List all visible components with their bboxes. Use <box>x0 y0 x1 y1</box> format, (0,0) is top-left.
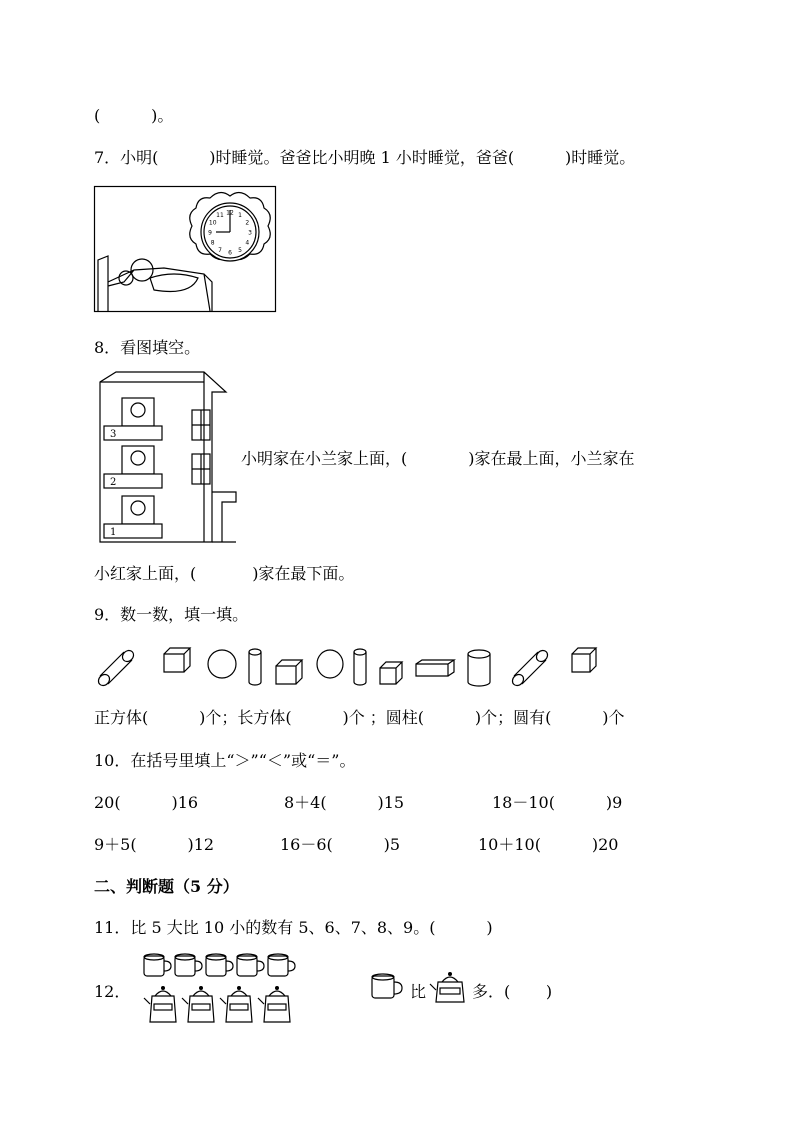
kettle-icon <box>144 986 176 1022</box>
clock-number: 6 <box>228 249 232 257</box>
cube-icon <box>164 648 190 672</box>
compare-5: 16－6( )5 <box>280 835 401 854</box>
floor-label-3: 3 <box>110 429 117 440</box>
clock-number: 10 <box>208 219 217 227</box>
cube-icon <box>380 662 402 684</box>
question-12-more: 多．( ) <box>472 982 553 1001</box>
kettle-icon <box>430 968 470 1006</box>
tilted-cylinder-icon <box>510 648 550 688</box>
cup-icon <box>175 954 202 976</box>
question-7: 7．小明( )时睡觉。爸爸比小明晚 1 小时睡觉，爸爸( )时睡觉。 <box>94 148 636 167</box>
clock-number: 5 <box>238 246 242 254</box>
cup-icon <box>268 954 295 976</box>
cuboid-icon <box>416 660 454 676</box>
question-9-answers: 正方体( )个；长方体( )个 ；圆柱( )个；圆有( )个 <box>94 708 625 727</box>
clock-number: 2 <box>245 219 250 227</box>
question-8-text-a: 小明家在小兰家上面，( )家在最上面，小兰家在 <box>241 449 635 468</box>
cups-and-kettles <box>140 952 310 1026</box>
clock-number: 12 <box>226 209 234 217</box>
question-12-than: 比 <box>410 982 427 1001</box>
circle-icon <box>317 650 343 678</box>
floor-label-2: 2 <box>110 477 117 488</box>
clock-number: 7 <box>218 246 222 254</box>
cup-icon <box>237 954 264 976</box>
question-10: 10．在括号里填上“＞”“＜”或“＝”。 <box>94 751 356 770</box>
compare-4: 9＋5( )12 <box>94 835 215 854</box>
shapes-row <box>94 644 604 690</box>
bedtime-picture <box>94 186 276 312</box>
kettle-icon <box>220 986 252 1022</box>
question-8-text-b: 小红家上面，( )家在最下面。 <box>94 564 355 583</box>
apartment-building <box>96 370 236 544</box>
cylinder-icon <box>468 650 490 686</box>
question-11: 11．比 5 大比 10 小的数有 5、6、7、8、9。( ) <box>94 918 493 937</box>
cup-icon <box>144 954 171 976</box>
compare-1: 20( )16 <box>94 793 199 812</box>
cylinder-icon <box>249 649 261 685</box>
cube-icon <box>276 660 302 684</box>
compare-3: 18－10( )9 <box>492 793 623 812</box>
section-2-heading: 二、判断题（5 分） <box>94 877 239 896</box>
question-9: 9．数一数，填一填。 <box>94 605 249 624</box>
clock-number: 11 <box>216 212 224 220</box>
cup-icon <box>206 954 233 976</box>
clock-number: 3 <box>248 229 252 237</box>
question-8: 8．看图填空。 <box>94 338 201 357</box>
floor-label-1: 1 <box>110 527 117 538</box>
circle-icon <box>208 650 236 678</box>
clock-number: 1 <box>238 212 242 220</box>
kettle-icon <box>258 986 290 1022</box>
compare-6: 10＋10( )20 <box>478 835 619 854</box>
cylinder-icon <box>354 649 366 685</box>
kettle-icon <box>182 986 214 1022</box>
clock-number: 9 <box>208 229 212 237</box>
clock-number: 4 <box>245 239 250 247</box>
question-12: 12． <box>94 982 131 1001</box>
cup-icon <box>370 972 406 1002</box>
answer-blank-line: ( )。 <box>94 106 174 125</box>
clock-number: 8 <box>210 239 215 247</box>
tilted-cylinder-icon <box>96 648 136 688</box>
compare-2: 8＋4( )15 <box>284 793 405 812</box>
cube-icon <box>572 648 596 672</box>
